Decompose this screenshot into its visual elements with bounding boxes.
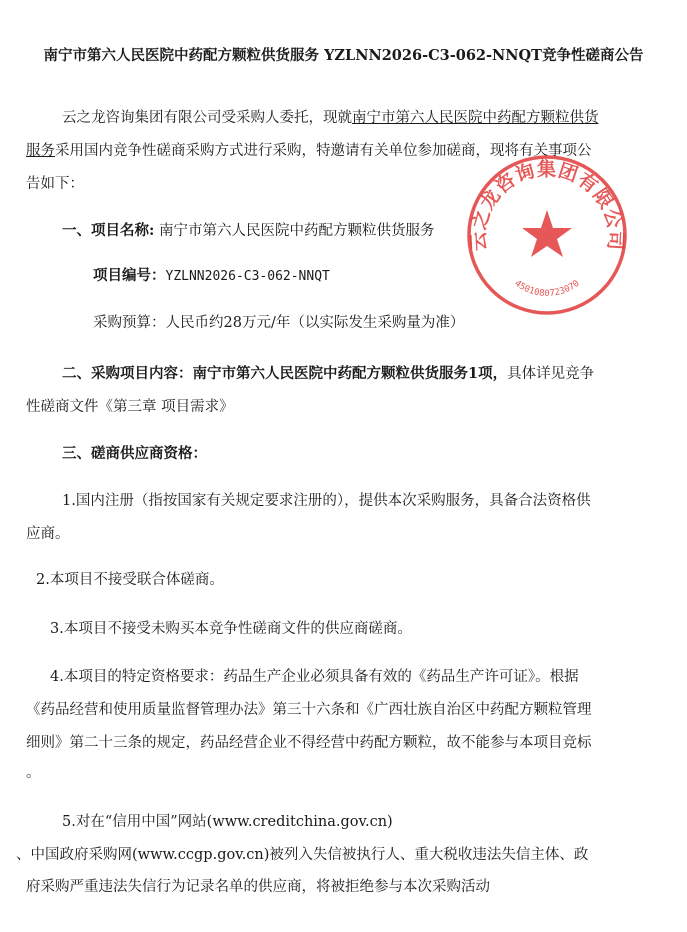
project-name: 南宁市第六人民医院中药配方颗粒供货服务 [158, 223, 435, 239]
section2-row-1 [62, 364, 594, 384]
qual-item-1-line-1: 1.国内注册（指按国家有关规定要求注册的），提供本次采购服务，具备合法资格供 [62, 493, 591, 509]
star-icon [522, 210, 572, 257]
qual-item-1-line-2: 应商。 [26, 526, 70, 542]
seal-company-name: 云之龙咨询集团有限公司 [467, 158, 627, 252]
intro-text: 云之龙咨询集团有限公司受采购人委托，现就 [62, 110, 352, 126]
project-code: YZLNN2026-C3-062-NNQT [165, 269, 330, 284]
qual-item-5-line-2: 、中国政府采购网(www.ccgp.gov.cn)被列入失信被执行人、重大税收违法失信主体、政 [16, 847, 589, 863]
section1-heading: 一、项目名称: [62, 222, 155, 239]
qual-item-5-line-3: 府采购严重违法失信行为记录名单的供应商，将被拒绝参与本次采购活动 [26, 879, 490, 895]
qual-item-5-line-1: 5.对在“信用中国”网站(www.creditchina.gov.cn) [62, 814, 393, 830]
seal-code: 4501080723070 [512, 278, 582, 299]
section2-text: 具体详见竞争 [507, 366, 595, 382]
section3-heading: 三、磋商供应商资格： [62, 445, 207, 462]
section1-name-row [62, 221, 434, 241]
qual-item-2: 2.本项目不接受联合体磋商。 [36, 572, 224, 588]
section2-heading: 二、采购项目内容：南宁市第六人民医院中药配方颗粒供货服务1项， [62, 365, 508, 382]
company-seal [462, 150, 632, 320]
intro-line-3: 告如下： [26, 176, 84, 192]
project-code-label: 项目编号： [93, 267, 166, 284]
notice-title: 南宁市第六人民医院中药配方颗粒供货服务 YZLNN2026-C3-062-NNQT竞争性磋商公告 [43, 47, 644, 64]
intro-text: 采用国内竞争性磋商采购方式进行采购，特邀请有关单位参加磋商，现将有关事项公 [55, 143, 592, 159]
intro-line-1 [62, 108, 599, 128]
budget-row: 采购预算：人民币约28万元/年（以实际发生采购量为准） [93, 315, 465, 331]
project-code-row [93, 266, 330, 287]
project-name-link-cont[interactable]: 服务 [26, 143, 55, 159]
qual-item-3: 3.本项目不接受未购买本竞争性磋商文件的供应商磋商。 [50, 621, 412, 637]
qual-item-4-line-3: 细则》第二十三条的规定，药品经营企业不得经营中药配方颗粒，故不能参与本项目竞标 [26, 735, 592, 751]
project-name-link[interactable]: 南宁市第六人民医院中药配方颗粒供货 [352, 110, 599, 126]
qual-item-4-line-2: 《药品经营和使用质量监督管理办法》第三十六条和《广西壮族自治区中药配方颗粒管理 [26, 702, 592, 718]
section2-row-2: 性磋商文件《第三章 项目需求》 [26, 399, 234, 415]
qual-item-4-line-4: 。 [26, 765, 41, 781]
qual-item-4-line-1: 4.本项目的特定资格要求：药品生产企业必须具备有效的《药品生产许可证》。根据 [50, 669, 579, 685]
